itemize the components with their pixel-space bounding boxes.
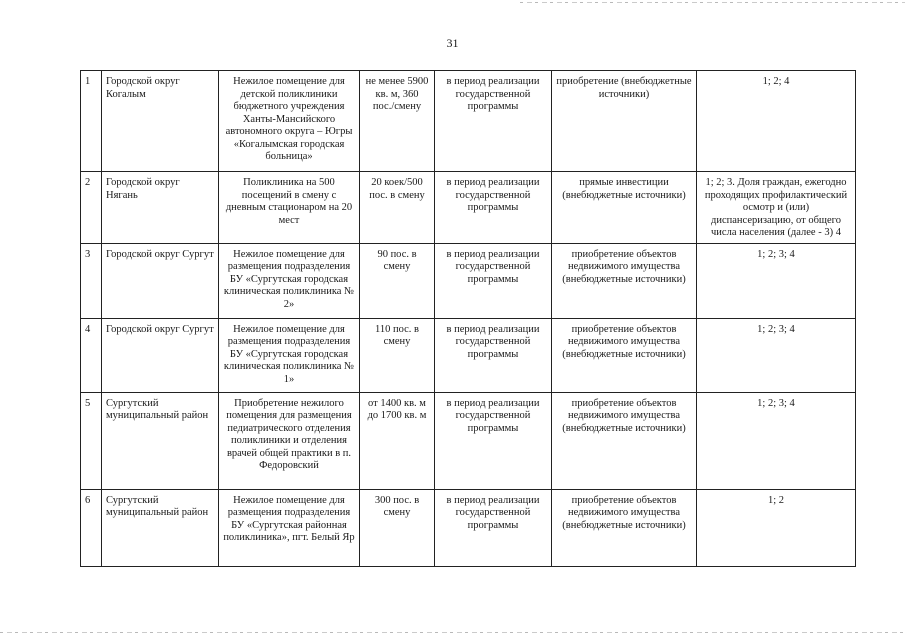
table-row bbox=[81, 71, 856, 172]
row-number: 3 bbox=[81, 243, 102, 318]
capacity-cell: не менее 5900 кв. м, 360 пос./смену bbox=[360, 71, 435, 172]
table-row bbox=[81, 172, 856, 244]
term-cell: в период реализации государственной программы bbox=[435, 318, 552, 392]
capacity-cell: 300 пос. в смену bbox=[360, 489, 435, 566]
object-cell: Нежилое помещение для размещения подразделения БУ «Сургутская районная поликлиника», пгт. Белый Яр bbox=[219, 489, 360, 566]
row-number: 1 bbox=[81, 71, 102, 172]
row-number: 6 bbox=[81, 489, 102, 566]
indicators-cell: 1; 2; 4 bbox=[697, 71, 856, 172]
scan-artifact-top bbox=[520, 2, 905, 3]
term-cell: в период реализации государственной программы bbox=[435, 71, 552, 172]
capacity-cell: от 1400 кв. м до 1700 кв. м bbox=[360, 392, 435, 489]
source-cell: приобретение объектов недвижимого имущества (внебюджетные источники) bbox=[552, 243, 697, 318]
indicators-cell: 1; 2; 3; 4 bbox=[697, 318, 856, 392]
table-row bbox=[81, 489, 856, 566]
municipality-cell: Сургутский муниципальный район bbox=[102, 392, 219, 489]
row-number: 4 bbox=[81, 318, 102, 392]
capacity-cell: 90 пос. в смену bbox=[360, 243, 435, 318]
capacity-cell: 110 пос. в смену bbox=[360, 318, 435, 392]
term-cell: в период реализации государственной программы bbox=[435, 489, 552, 566]
source-cell: прямые инвестиции (внебюджетные источники) bbox=[552, 172, 697, 244]
term-cell: в период реализации государственной программы bbox=[435, 392, 552, 489]
term-cell: в период реализации государственной программы bbox=[435, 172, 552, 244]
scan-artifact-bottom bbox=[0, 632, 905, 633]
table-row bbox=[81, 243, 856, 318]
municipality-cell: Городской округ Нягань bbox=[102, 172, 219, 244]
table-row bbox=[81, 318, 856, 392]
object-cell: Нежилое помещение для детской поликлиники бюджетного учреждения Ханты-Мансийского автономного округа – Югры «Когалымская городская больница» bbox=[219, 71, 360, 172]
municipality-cell: Городской округ Когалым bbox=[102, 71, 219, 172]
source-cell: приобретение объектов недвижимого имущества (внебюджетные источники) bbox=[552, 318, 697, 392]
term-cell: в период реализации государственной программы bbox=[435, 243, 552, 318]
source-cell: приобретение объектов недвижимого имущества (внебюджетные источники) bbox=[552, 489, 697, 566]
object-cell: Поликлиника на 500 посещений в смену с дневным стационаром на 20 мест bbox=[219, 172, 360, 244]
object-cell: Приобретение нежилого помещения для размещения педиатрического отделения поликлиники и отделения врачей общей практики в п. Федоровский bbox=[219, 392, 360, 489]
municipality-cell: Сургутский муниципальный район bbox=[102, 489, 219, 566]
table-row bbox=[81, 392, 856, 489]
indicators-cell: 1; 2; 3; 4 bbox=[697, 243, 856, 318]
object-cell: Нежилое помещение для размещения подразделения БУ «Сургутская городская клиническая поликлиника № 1» bbox=[219, 318, 360, 392]
row-number: 2 bbox=[81, 172, 102, 244]
capacity-cell: 20 коек/500 пос. в смену bbox=[360, 172, 435, 244]
municipality-cell: Городской округ Сургут bbox=[102, 318, 219, 392]
indicators-cell: 1; 2; 3; 4 bbox=[697, 392, 856, 489]
indicators-cell: 1; 2; 3. Доля граждан, ежегодно проходящих профилактический осмотр и (или) диспансеризацию, от общего числа населения (далее - 3) 4 bbox=[697, 172, 856, 244]
source-cell: приобретение объектов недвижимого имущества (внебюджетные источники) bbox=[552, 392, 697, 489]
program-objects-table bbox=[80, 70, 856, 567]
page-number: 31 bbox=[446, 36, 459, 50]
object-cell: Нежилое помещение для размещения подразделения БУ «Сургутская городская клиническая поликлиника № 2» bbox=[219, 243, 360, 318]
municipality-cell: Городской округ Сургут bbox=[102, 243, 219, 318]
indicators-cell: 1; 2 bbox=[697, 489, 856, 566]
source-cell: приобретение (внебюджетные источники) bbox=[552, 71, 697, 172]
row-number: 5 bbox=[81, 392, 102, 489]
